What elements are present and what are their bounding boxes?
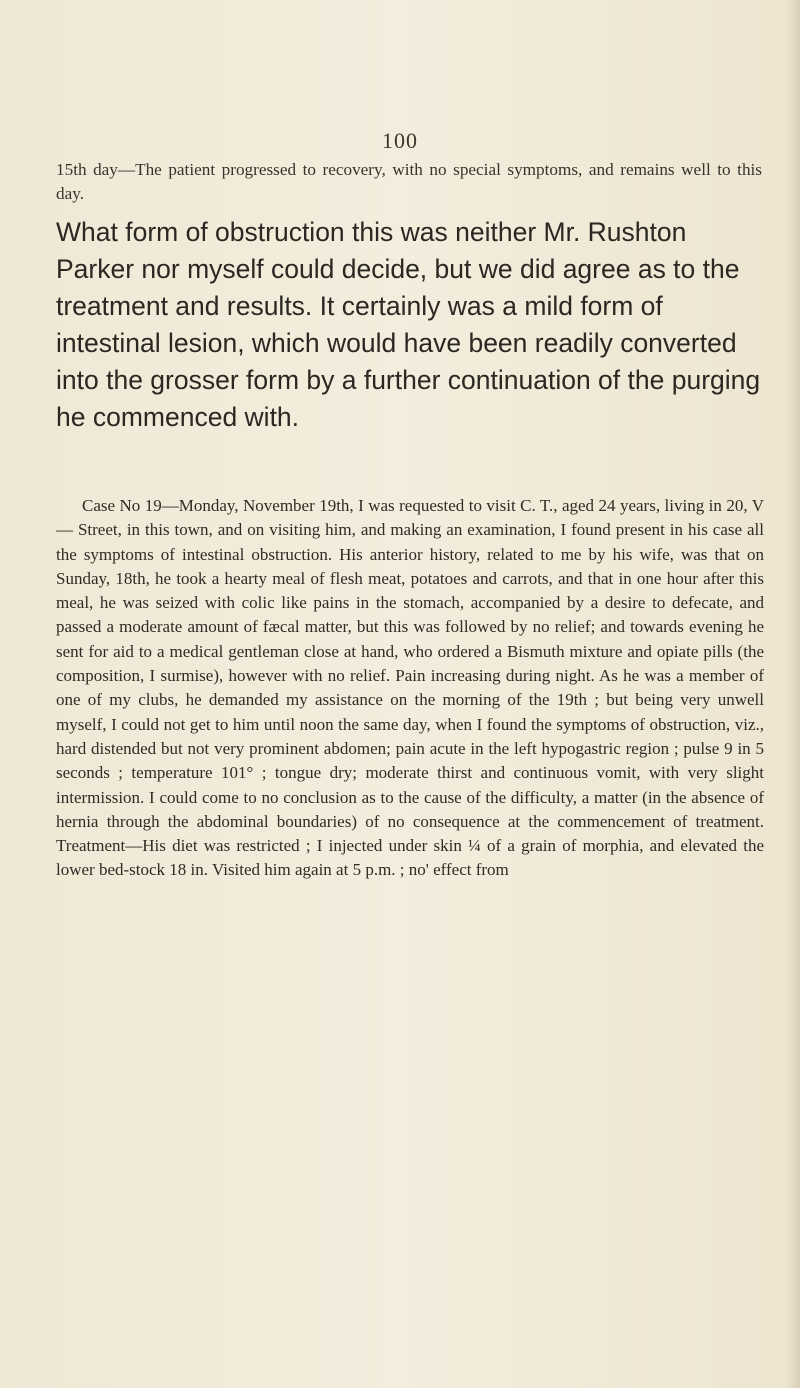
discussion-paragraph: What form of obstruction this was neither Mr. Rushton Parker nor myself could decide, but we did agree as to the treatment and results. It certainly was a mild form of intestinal lesion, which would have been readily converted into the grosser form by a further continuation of the purging he commenced with. [56,217,761,432]
page-number: 100 [382,128,418,153]
recovery-paragraph: 15th day—The patient progressed to recovery, with no special symptoms, and remains well to this day. [56,160,762,203]
page-edge-shadow [786,0,800,1388]
case-19-paragraph: Case No 19—Monday, November 19th, I was requested to visit C. T., aged 24 years, living in 20, V— Street, in this town, and on visiting him, and making an examination, I found present in his case all the symptoms of intestinal obstruction. His anterior history, related to me by his wife, was that on Sunday, 18th, he took a hearty meal of flesh meat, potatoes and carrots, and that in one hour after this meal, he was seized with colic like pains in the stomach, accompanied by a desire to defecate, and passed a moderate amount of fæcal matter, but this was followed by no relief; and towards evening he sent for aid to a medical gentleman close at hand, who ordered a Bismuth mixture and opiate pills (the composition, I surmise), however with no relief. Pain increasing during night. As he was a member of one of my clubs, he demanded my assistance on the morning of the 19th ; but being very unwell myself, I could not get to him until noon the same day, when I found the symptoms of obstruction, viz., hard distended but not very prominent abdomen; pain acute in the left hypogastric region ; pulse 9 in 5 seconds ; temperature 101° ; tongue dry; moderate thirst and continuous vomit, with very slight intermission. I could come to no conclusion as to the cause of the difficulty, a matter (in the absence of hernia through the abdominal boundaries) of no consequence at the commencement of treatment. Treatment—His diet was restricted ; I injected under skin ¼ of a grain of morphia, and elevated the lower bed-stock 18 in. Visited him again at 5 p.m. ; no' effect from [56,496,764,880]
